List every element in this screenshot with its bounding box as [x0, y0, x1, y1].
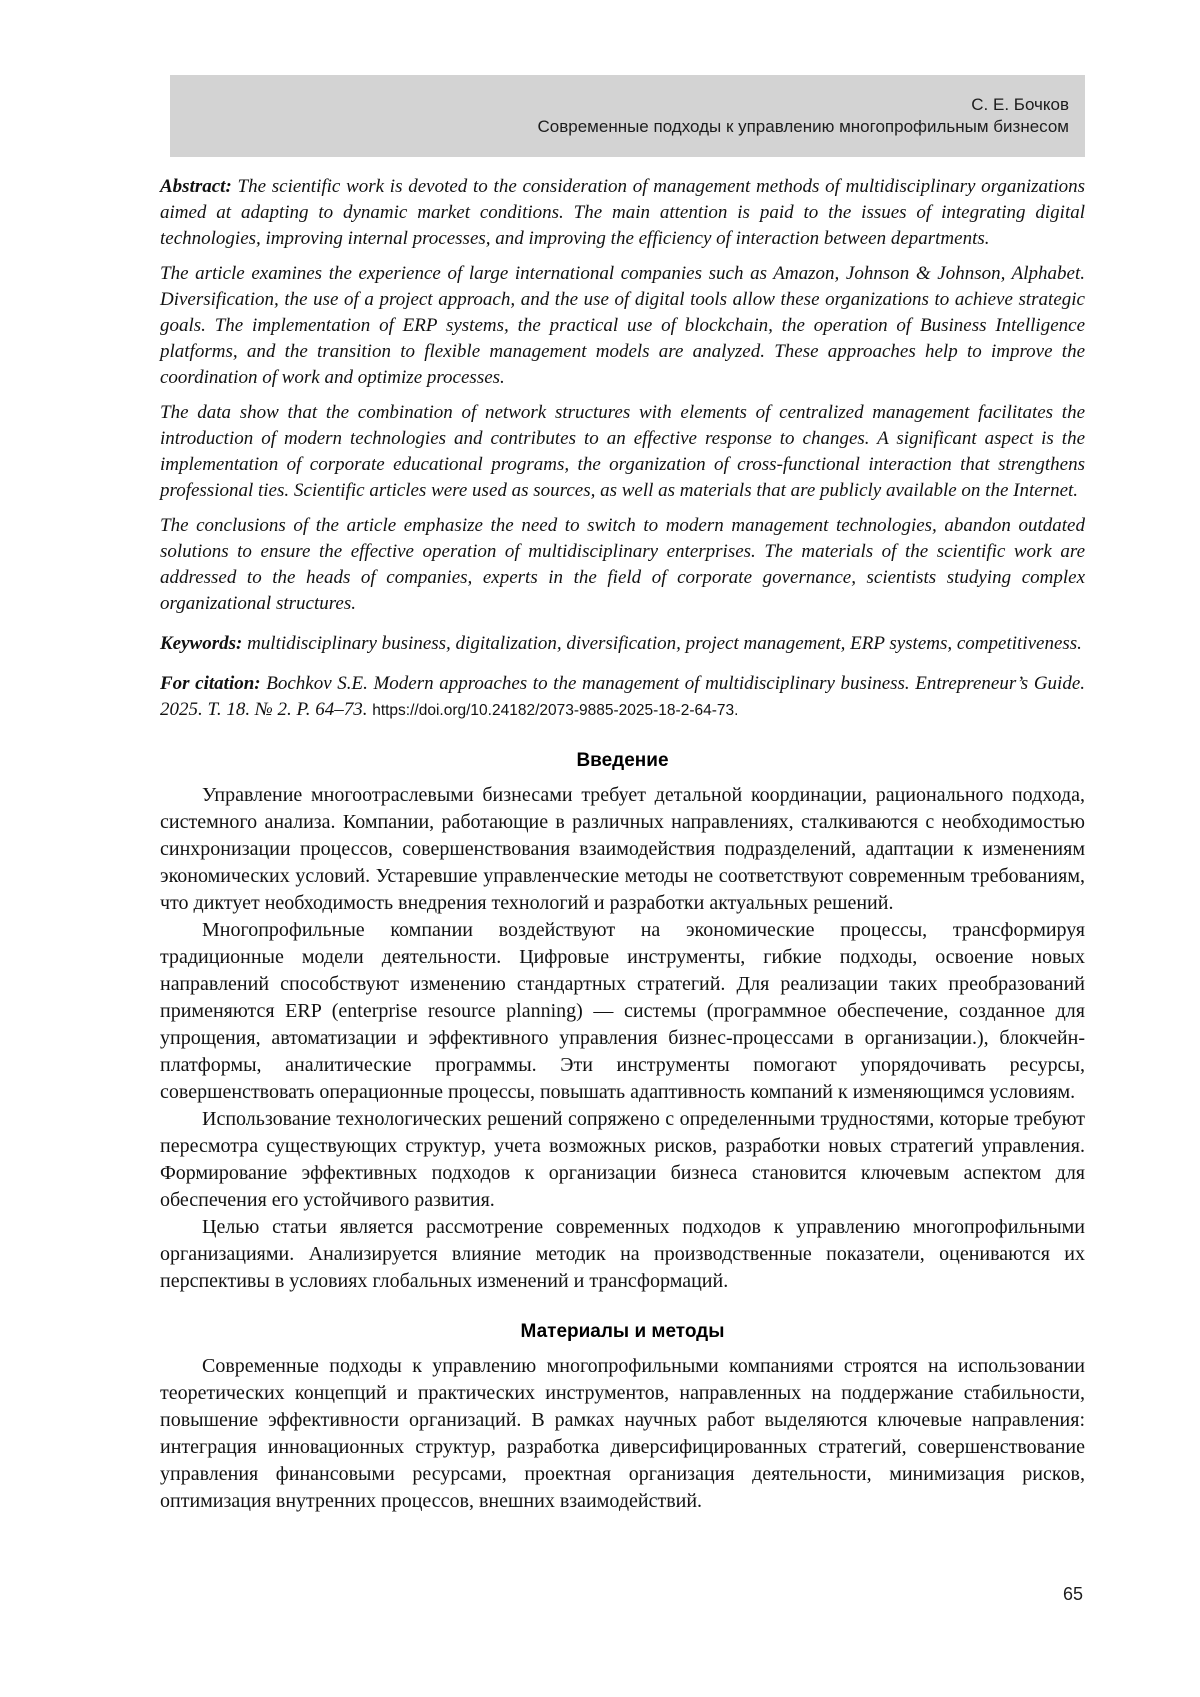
content-column	[160, 0, 1085, 1515]
abstract-paragraph-2: The article examines the experience of large international companies such as Amazon, Johnson & Johnson, Alphabet. Diversification, the use of a project approach, and the use of digital tools allow these organizations to achieve strategic goals. The implementation of ERP systems, the practical use of blockchain, the operation of Business Intelligence platforms, and the transition to flexible management models are analyzed. These approaches help to improve the coordination of work and optimize processes.	[160, 263, 1085, 388]
page-number: 65	[1062, 1584, 1083, 1604]
introduction-paragraph-2: Многопрофильные компании воздействуют на экономические процессы, трансформируя традиционные модели деятельности. Цифровые инструменты, гибкие подходы, освоение новых направлений способствуют изменению стандартных стратегий. Для реализации таких преобразований применяются ERP (enterprise resource planning) — системы (программное обеспечение, созданное для упрощения, автоматизации и эффективного управления бизнес-процессами в организации.), блокчейн-платформы, аналитические программы. Эти инструменты помогают упорядочивать ресурсы, совершенствовать операционные процессы, повышать адаптивность компаний к изменяющимся условиям.	[160, 919, 1085, 1103]
citation-paragraph	[160, 671, 1085, 724]
keywords-label: Keywords:	[160, 633, 243, 654]
section-heading-introduction: Введение	[576, 750, 669, 771]
abstract-paragraph-1-text: The scientific work is devoted to the consideration of management methods of multidisciplinary organizations aimed at adapting to dynamic market conditions. The main attention is paid to the issues of integrating digital technologies, improving internal processes, and improving the efficiency of interaction between departments.	[160, 176, 1085, 249]
abstract-paragraph-1	[160, 174, 1085, 252]
citation-text: Bochkov S.E. Modern approaches to the management of multidisciplinary business. Entrepreneur’s Guide. 2025. Т. 18. № 2. P. 64–73.	[160, 673, 1085, 720]
abstract-paragraph-4: The conclusions of the article emphasize the need to switch to modern management technologies, abandon outdated solutions to ensure the effective operation of multidisciplinary enterprises. The materials of the scientific work are addressed to the heads of companies, experts in the field of corporate governance, scientists studying complex organizational structures.	[160, 515, 1085, 614]
running-head-author: С. Е. Бочков	[971, 95, 1069, 114]
materials-methods-paragraph-1: Современные подходы к управлению многопрофильными компаниями строятся на использовании теоретических концепций и практических инструментов, направленных на поддержание стабильности, повышение эффективности организаций. В рамках научных работ выделяются ключевые направления: интеграция инновационных структур, разработка диверсифицированных стратегий, совершенствование управления финансовыми ресурсами, проектная организация деятельности, минимизация рисков, оптимизация внутренних процессов, внешних взаимодействий.	[160, 1355, 1085, 1512]
citation-label: For citation:	[160, 673, 261, 694]
running-head	[170, 75, 1085, 157]
introduction-paragraph-4: Целью статьи является рассмотрение современных подходов к управлению многопрофильными организациями. Анализируется влияние методик на производственные показатели, оцениваются их перспективы в условиях глобальных изменений и трансформаций.	[160, 1216, 1085, 1292]
introduction-paragraph-1: Управление многоотраслевыми бизнесами требует детальной координации, рационального подхода, системного анализа. Компании, работающие в различных направлениях, сталкиваются с необходимостью синхронизации процессов, совершенствования взаимодействия подразделений, адаптации к изменениям экономических условий. Устаревшие управленческие методы не соответствуют современным требованиям, что диктует необходимость внедрения технологий и разработки актуальных решений.	[160, 784, 1085, 914]
abstract-label: Abstract:	[160, 176, 232, 197]
introduction-paragraph-3: Использование технологических решений сопряжено с определенными трудностями, которые требуют пересмотра существующих структур, учета возможных рисков, разработки новых стратегий управления. Формирование эффективных подходов к организации бизнеса становится ключевым аспектом для обеспечения его устойчивого развития.	[160, 1108, 1085, 1211]
keywords-paragraph	[160, 631, 1085, 657]
citation-doi-link[interactable]: https://doi.org/10.24182/2073-9885-2025-18-2-64-73.	[372, 702, 739, 719]
running-head-title: Современные подходы к управлению многопрофильным бизнесом	[537, 117, 1069, 136]
section-heading-materials-methods: Материалы и методы	[520, 1321, 725, 1342]
abstract-paragraph-3: The data show that the combination of network structures with elements of centralized management facilitates the introduction of modern technologies and contributes to an effective response to changes. A significant aspect is the implementation of corporate educational programs, the organization of cross-functional interaction that strengthens professional ties. Scientific articles were used as sources, as well as materials that are publicly available on the Internet.	[160, 402, 1085, 501]
keywords-text: multidisciplinary business, digitalization, diversification, project management, ERP systems, competitiveness.	[247, 633, 1082, 654]
abstract-section	[160, 174, 1085, 617]
